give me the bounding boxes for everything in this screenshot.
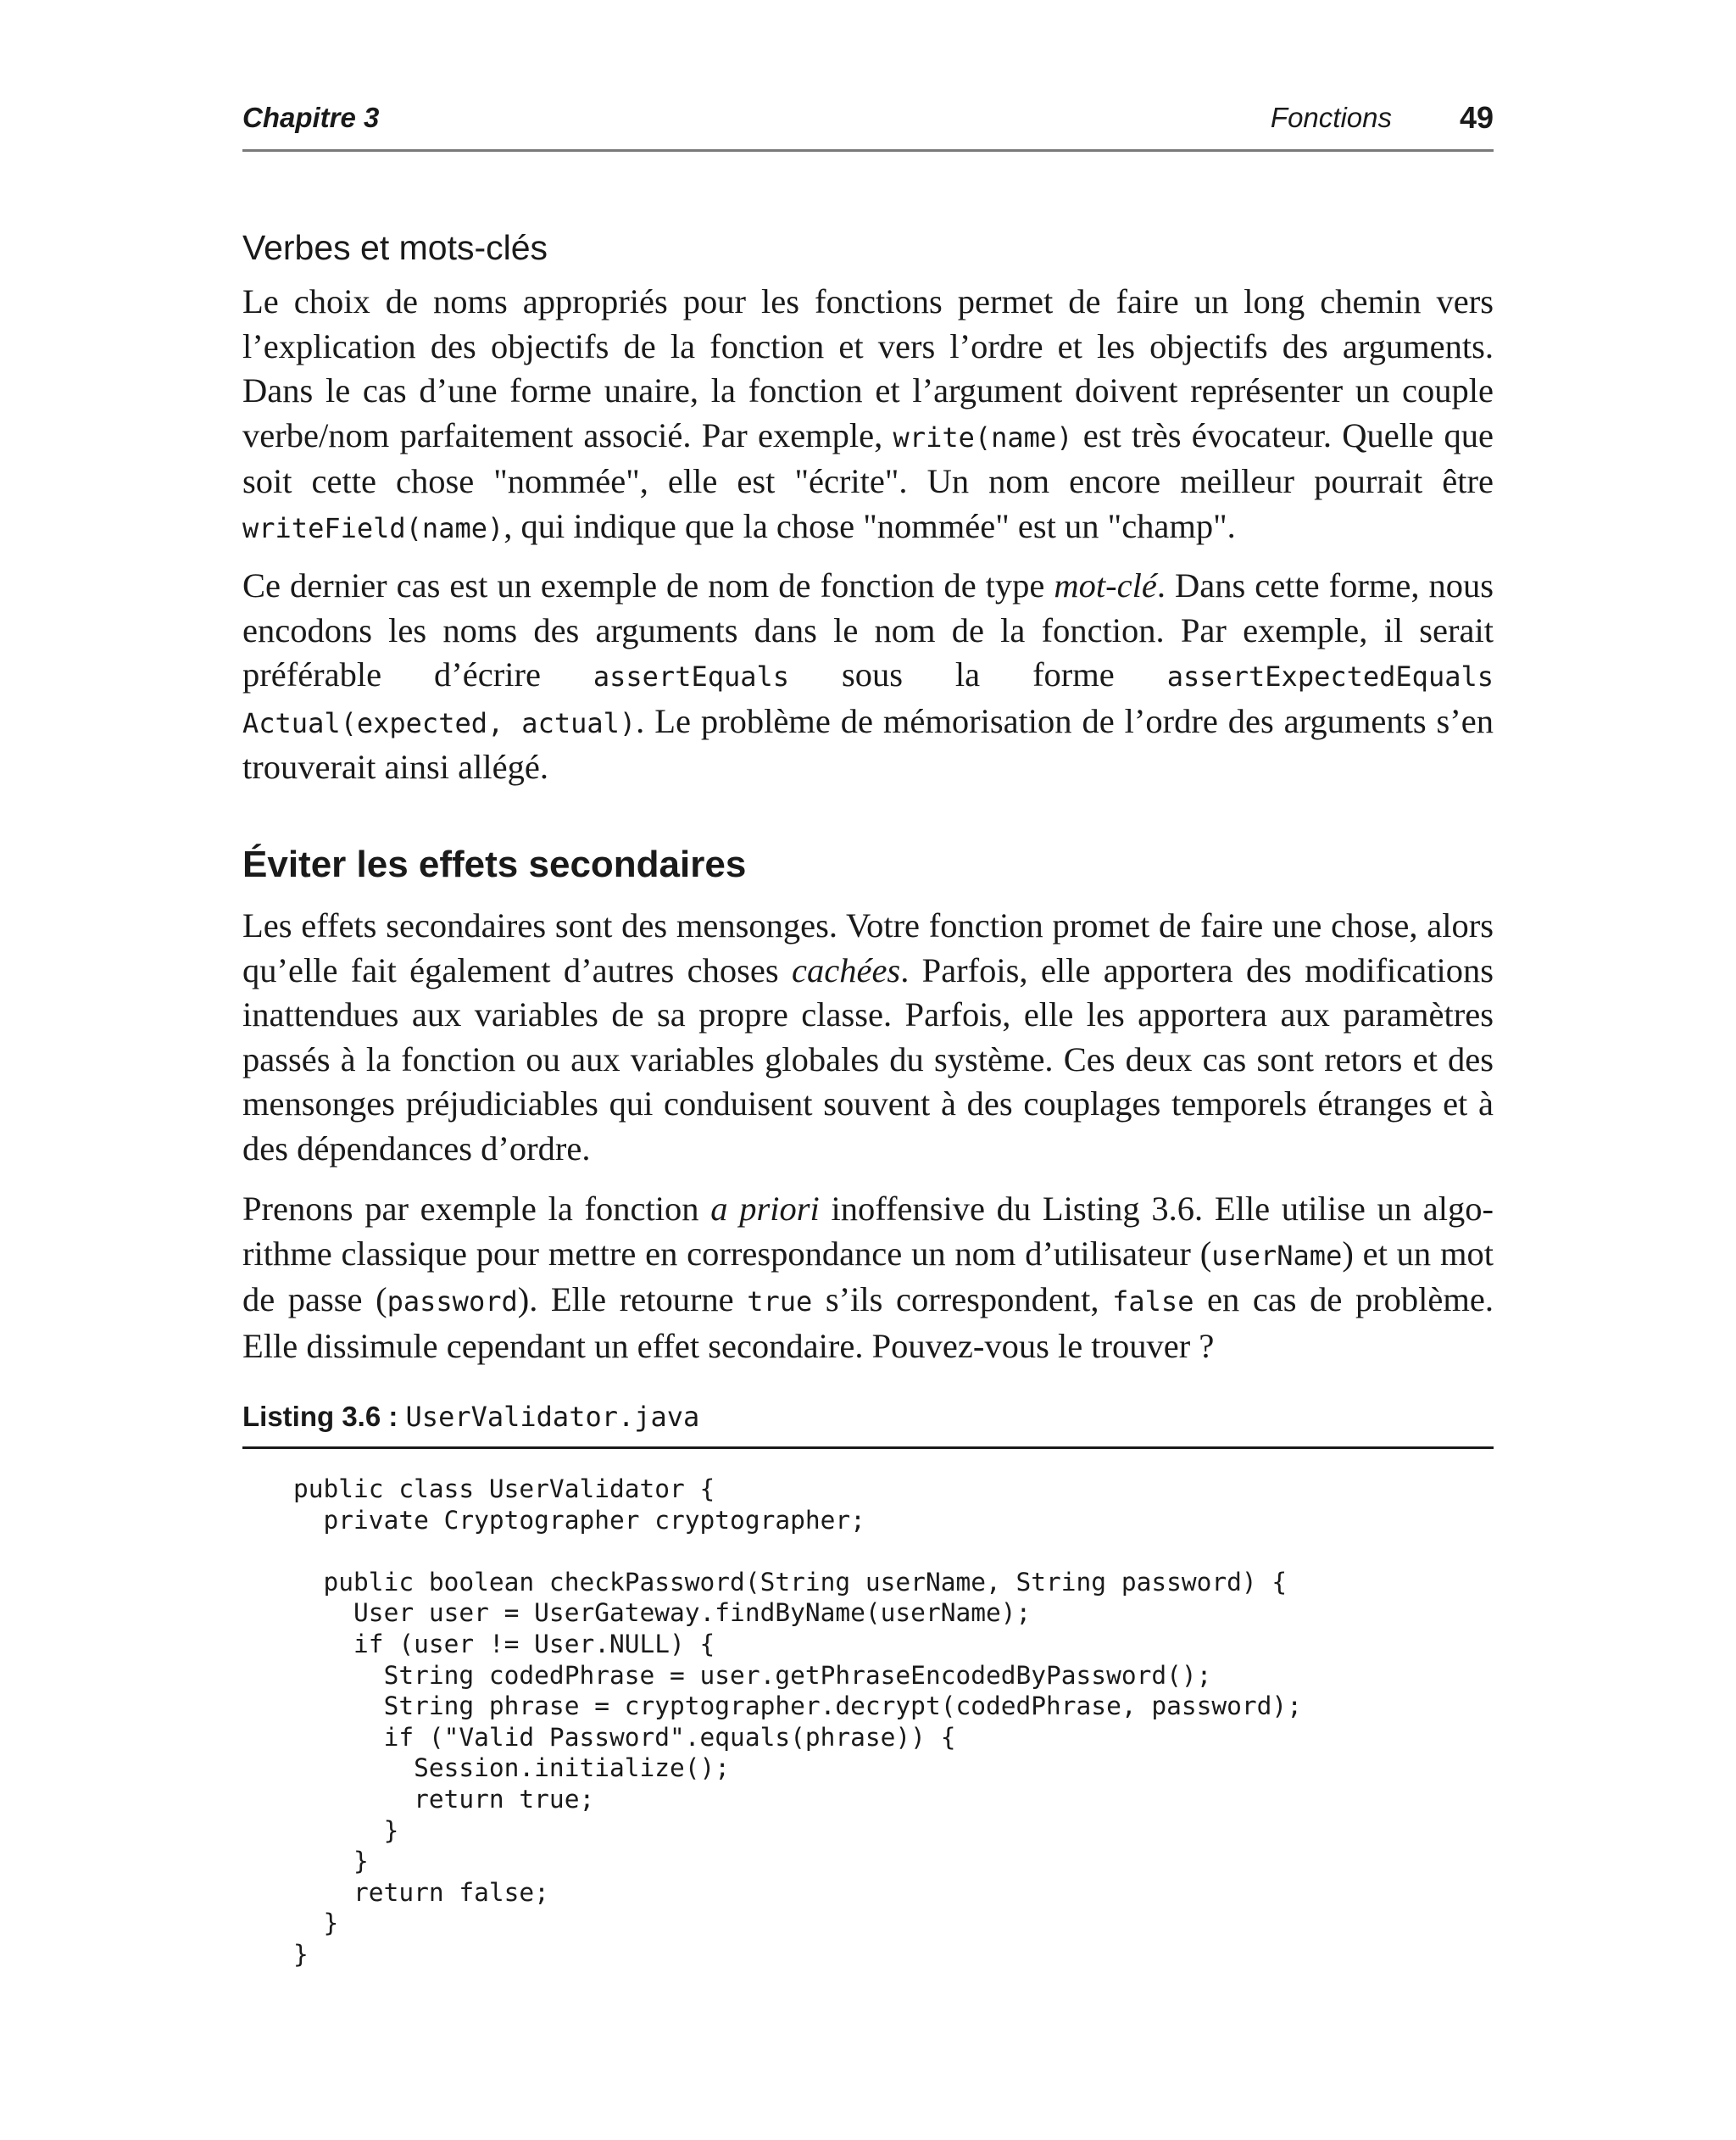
inline-code: assertExpectedEquals Actual(expected, actual) [242, 660, 1494, 739]
listing-filename: UserValidator.java [405, 1401, 700, 1433]
inline-code: password [387, 1285, 518, 1318]
paragraph-example [242, 1187, 1494, 1368]
text-run: inoffensive du Listing 3.6. Elle utilise un algorithme classique pour mettre en correspondance un nom d’utilisateur ( [242, 1190, 1494, 1273]
text-run: Ce dernier cas est un exemple de nom de fonction de type [242, 566, 1054, 605]
listing-caption [242, 1401, 1494, 1449]
emphasis-text: mot-clé [1054, 566, 1157, 605]
emphasis-text: a priori [710, 1190, 820, 1228]
text-run: Le choix de noms appropriés pour les fonctions permet de faire un long chemin vers l’explication des objectifs de la fonction et vers l’ordre et les objectifs des arguments. Dans le cas d’une forme unaire, la fonction et l’argument doivent représenter un couple verbe/nom parfaitement associé. Par exemple, [242, 282, 1494, 454]
chapter-label: Chapitre 3 [242, 102, 380, 133]
text-run: en cas de problème. Elle dissimule cependant un effet secondaire. Pouvez-vous le trouver ? [242, 1280, 1494, 1365]
text-run: . Dans cette forme, nous encodons les noms des arguments dans le nom de la fonction. Par exemple, il serait préférable d’écrire [242, 566, 1494, 694]
section-title: Éviter les effets secondaires [242, 844, 747, 885]
paragraph-keyword [242, 564, 1494, 790]
text-run: est très évocateur. Quelle que soit cette chose "nommée", elle est "écrite". Un nom encore meilleur pourrait être [242, 415, 1494, 500]
text-run: s’ils correspondent, [812, 1280, 1113, 1318]
text-run: . Le problème de mémorisation de l’ordre des arguments s’en trouverait ainsi allégé. [242, 701, 1494, 786]
paragraph-side-effects [242, 904, 1494, 1171]
text-run: ). Elle retourne [517, 1280, 748, 1318]
text-run: Les effets secondaires sont des mensonges. Votre fonction promet de faire une chose, alors qu’elle fait également d’autres choses [242, 906, 1494, 989]
inline-code: true [747, 1285, 813, 1318]
paragraph-verbs [242, 280, 1494, 550]
page-number: 49 [1459, 100, 1494, 135]
inline-code: writeField(name) [242, 511, 504, 544]
section-label: Fonctions [1270, 102, 1392, 133]
inline-code: false [1112, 1285, 1194, 1318]
text-run: ) et un mot de passe ( [242, 1234, 1494, 1318]
text-run: , qui indique que la chose "nommée" est un "champ". [504, 506, 1236, 545]
text-run: Prenons par exemple la fonction [242, 1190, 711, 1228]
inline-code: write(name) [893, 421, 1073, 454]
listing-label: Listing 3.6 : [242, 1401, 398, 1432]
text-run: sous la forme [789, 655, 1167, 694]
inline-code: userName [1211, 1239, 1343, 1272]
subsection-title: Verbes et mots-clés [242, 228, 548, 267]
code-listing: public class UserValidator { private Cryptographer cryptographer; public boolean checkPassword(String userName, String password) { User user = UserGateway.findByName(userName); if (user != User.NULL) { String codedPhrase = user.getPhraseEncodedByPassword(); String phrase = cryptographer.decrypt(codedPhrase, password); if ("Valid Password".equals(phrase)) { Session.initialize(); return true; } } return false; } } [293, 1474, 1302, 1969]
emphasis-text: cachées [792, 950, 901, 989]
running-header [242, 98, 1494, 152]
inline-code: assertEquals [593, 660, 790, 693]
text-run: . Parfois, elle apportera des modifications inattendues aux variables de sa propre classe. Parfois, elle les apportera aux paramètres passés à la fonction ou aux variables globales du système. Ces deux cas sont retors et des mensonges préjudiciables qui conduisent souvent à des couplages temporels étranges et à des dépendances d’ordre. [242, 950, 1494, 1168]
